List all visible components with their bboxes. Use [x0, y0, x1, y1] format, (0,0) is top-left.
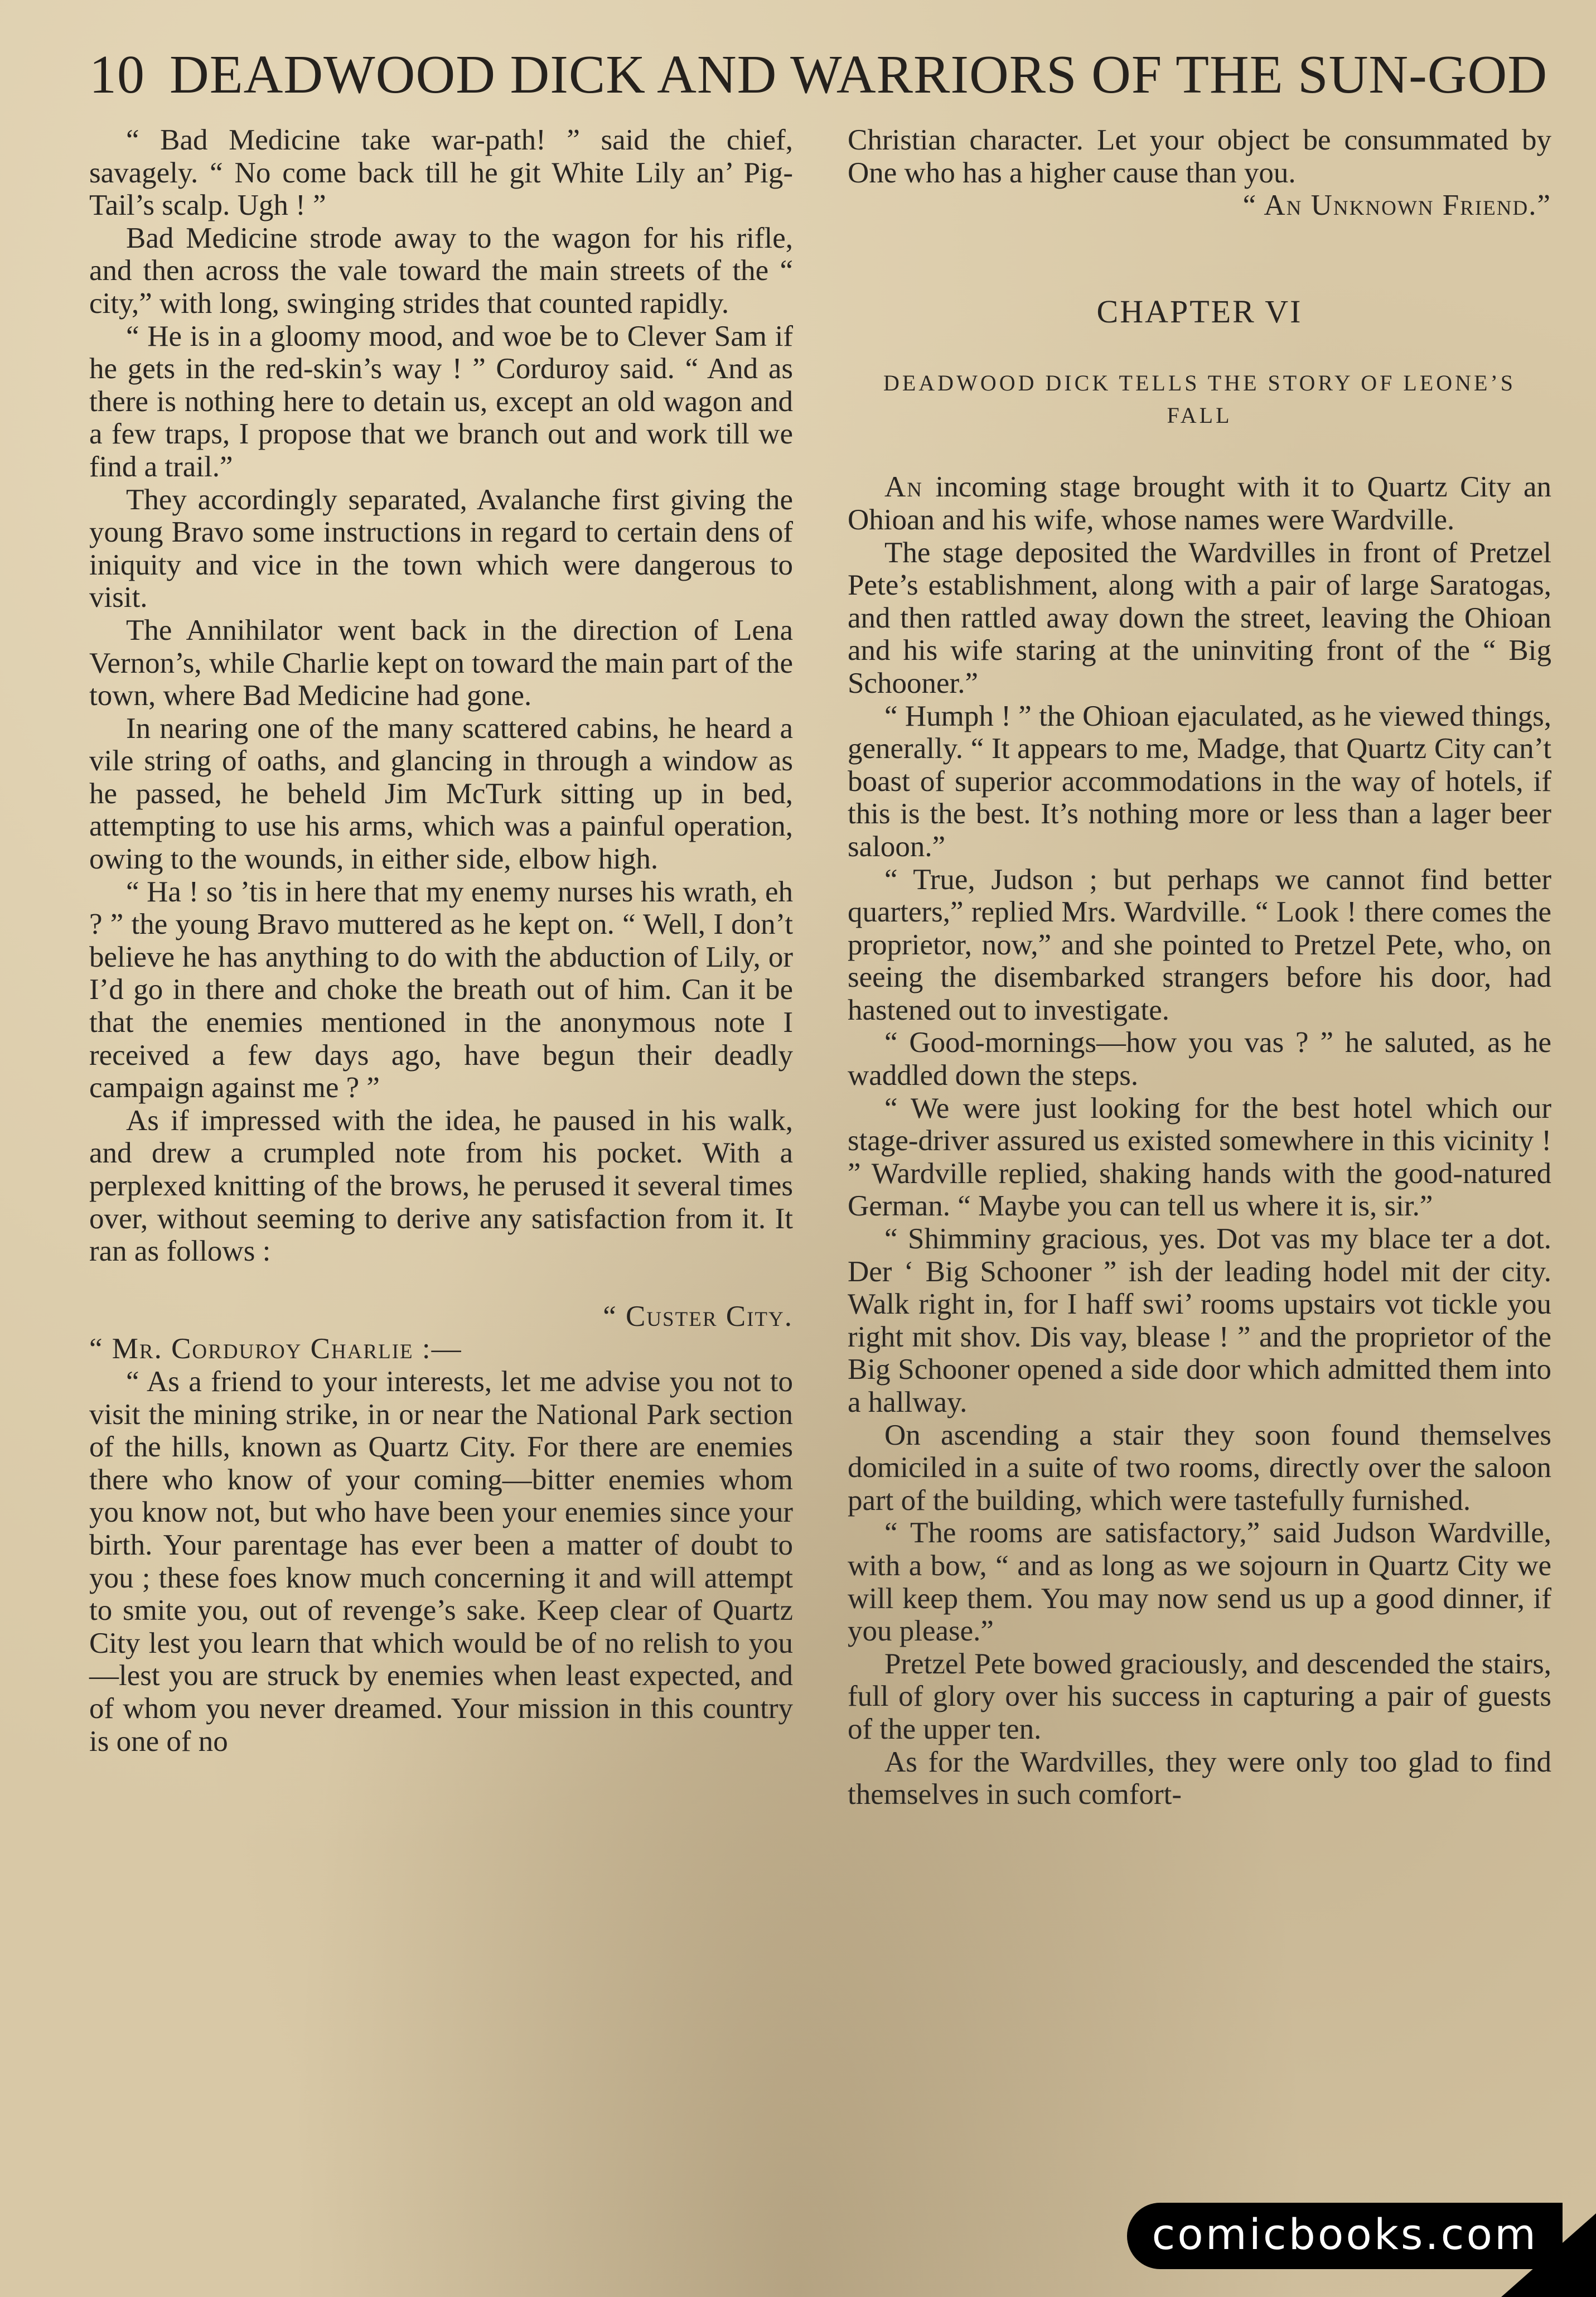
- paragraph: The stage deposited the Wardvilles in front of Pretzel Pete’s establishment, along with a pair of large Saratogas, and then rattled away down the street, leaving the Ohioan and his wife staring at the uninviting front of the “ Big Schooner.”: [848, 536, 1551, 699]
- paragraph: Pretzel Pete bowed graciously, and descended the stairs, full of glory over his success in capturing a pair of guests of the upper ten.: [848, 1647, 1551, 1745]
- paragraph: “ Ha ! so ’tis in here that my enemy nurses his wrath, eh ? ” the young Bravo muttered as he kept on. “ Well, I don’t believe he has anything to do with the abduction of Lily, or I’d go in there and choke the breath out of him. Can it be that the enemies mentioned in the anonymous note I received a few days ago, have begun their deadly campaign against me ? ”: [89, 875, 793, 1104]
- paragraph: Bad Medicine strode away to the wagon for his rifle, and then across the vale toward the main streets of the “ city,” with long, swinging strides that counted rapidly.: [89, 221, 793, 320]
- letter-signature: “ An Unknown Friend.”: [1242, 189, 1551, 222]
- left-column: [89, 124, 793, 1758]
- paragraph: The Annihilator went back in the direction of Lena Vernon’s, while Charlie kept on toward the main part of the town, where Bad Medicine had gone.: [89, 614, 793, 712]
- paragraph: “ Good-mornings—how you vas ? ” he saluted, as he waddled down the steps.: [848, 1026, 1551, 1092]
- paragraph: “ He is in a gloomy mood, and woe be to Clever Sam if he gets in the red-skin’s way ! ” Corduroy said. “ And as there is nothing here to detain us, except an old wagon and a few traps, I propose that we branch out and work till we find a trail.”: [89, 320, 793, 483]
- paragraph: They accordingly separated, Avalanche first giving the young Bravo some instructions in regard to certain dens of iniquity and vice in the town which were dangerous to visit.: [89, 483, 793, 614]
- running-title: DEADWOOD DICK AND WARRIORS OF THE SUN-GOD: [170, 45, 1548, 105]
- paragraph: “ We were just looking for the best hotel which our stage-driver assured us existed somewhere in this vicinity ! ” Wardville replied, shaking hands with the good-natured German. “ Maybe you can tell us where it is, sir.”: [848, 1092, 1551, 1223]
- page-number: 10: [89, 45, 145, 105]
- first-paragraph: [848, 471, 1551, 536]
- paragraph: As if impressed with the idea, he paused in his walk, and drew a crumpled note from his pocket. With a perplexed knitting of the brows, he perused it several times over, without seeming to derive any satisfaction from it. It ran as follows :: [89, 1104, 793, 1268]
- paragraph: “ Humph ! ” the Ohioan ejaculated, as he viewed things, generally. “ It appears to me, Madge, that Quartz City can’t boast of superior accommodations in the way of hotels, if this is the best. It’s nothing more or less than a lager beer saloon.”: [848, 699, 1551, 863]
- first-paragraph-text: incoming stage brought with it to Quartz City an Ohioan and his wife, whose names were Wardville.: [848, 471, 1551, 536]
- paragraph: “ The rooms are satisfactory,” said Judson Wardville, with a bow, “ and as long as we sojourn in Quartz City we will keep them. You may now send us up a good dinner, if you please.”: [848, 1517, 1551, 1648]
- site-watermark: comicbooks.com: [1127, 2203, 1563, 2269]
- paragraph: “ True, Judson ; but perhaps we cannot find better quarters,” replied Mrs. Wardville. “ Look ! there comes the proprietor, now,” and she pointed to Pretzel Pete, who, on seeing the disembarked strangers before his door, had hastened out to investigate.: [848, 863, 1551, 1026]
- paragraph: On ascending a stair they soon found themselves domiciled in a suite of two rooms, directly over the saloon part of the building, which were tastefully furnished.: [848, 1418, 1551, 1517]
- letter-place: “ Custer City.: [603, 1300, 793, 1333]
- letter-body: “ As a friend to your interests, let me advise you not to visit the mining strike, in or near the National Park section of the hills, known as Quartz City. For there are enemies there who know of your coming—bitter enemies whom you know not, but who have been your enemies since your birth. Your parentage has ever been a matter of doubt to you ; these foes know much concerning it and will attempt to smite you, out of revenge’s sake. Keep clear of Quartz City lest you learn that which would be of no relish to you—lest you are struck by enemies when least expected, and of whom you never dreamed. Your mission in this country is one of no: [89, 1365, 793, 1758]
- letter-salutation: “ Mr. Corduroy Charlie :—: [89, 1333, 462, 1365]
- paragraph: As for the Wardvilles, they were only too glad to find themselves in such comfort-: [848, 1745, 1551, 1811]
- letter-continuation: Christian character. Let your object be consummated by One who has a higher cause than you.: [848, 124, 1551, 189]
- page-header: [89, 44, 1548, 116]
- paragraph: In nearing one of the many scattered cabins, he heard a vile string of oaths, and glancing in through a window as he passed, he beheld Jim McTurk sitting up in bed, attempting to use his arms, which was a painful operation, owing to the wounds, in either side, elbow high.: [89, 712, 793, 876]
- opening-word: An: [884, 471, 923, 504]
- paragraph: “ Bad Medicine take war-path! ” said the chief, savagely. “ No come back till he git White Lily an’ Pig-Tail’s scalp. Ugh ! ”: [89, 124, 793, 222]
- right-column: [848, 124, 1551, 1811]
- chapter-title: CHAPTER VI: [1096, 293, 1303, 330]
- chapter-subtitle: DEADWOOD DICK TELLS THE STORY OF LEONE’S FALL: [883, 370, 1516, 428]
- paragraph: “ Shimminy gracious, yes. Dot vas my blace ter a dot. Der ‘ Big Schooner ” ish der leading hodel mit der city. Walk right in, for I haff swi’ rooms upstairs vot tickle you right mit shov. Dis vay, blease ! ” and the proprietor of the Big Schooner opened a side door which admitted them into a hallway.: [848, 1223, 1551, 1418]
